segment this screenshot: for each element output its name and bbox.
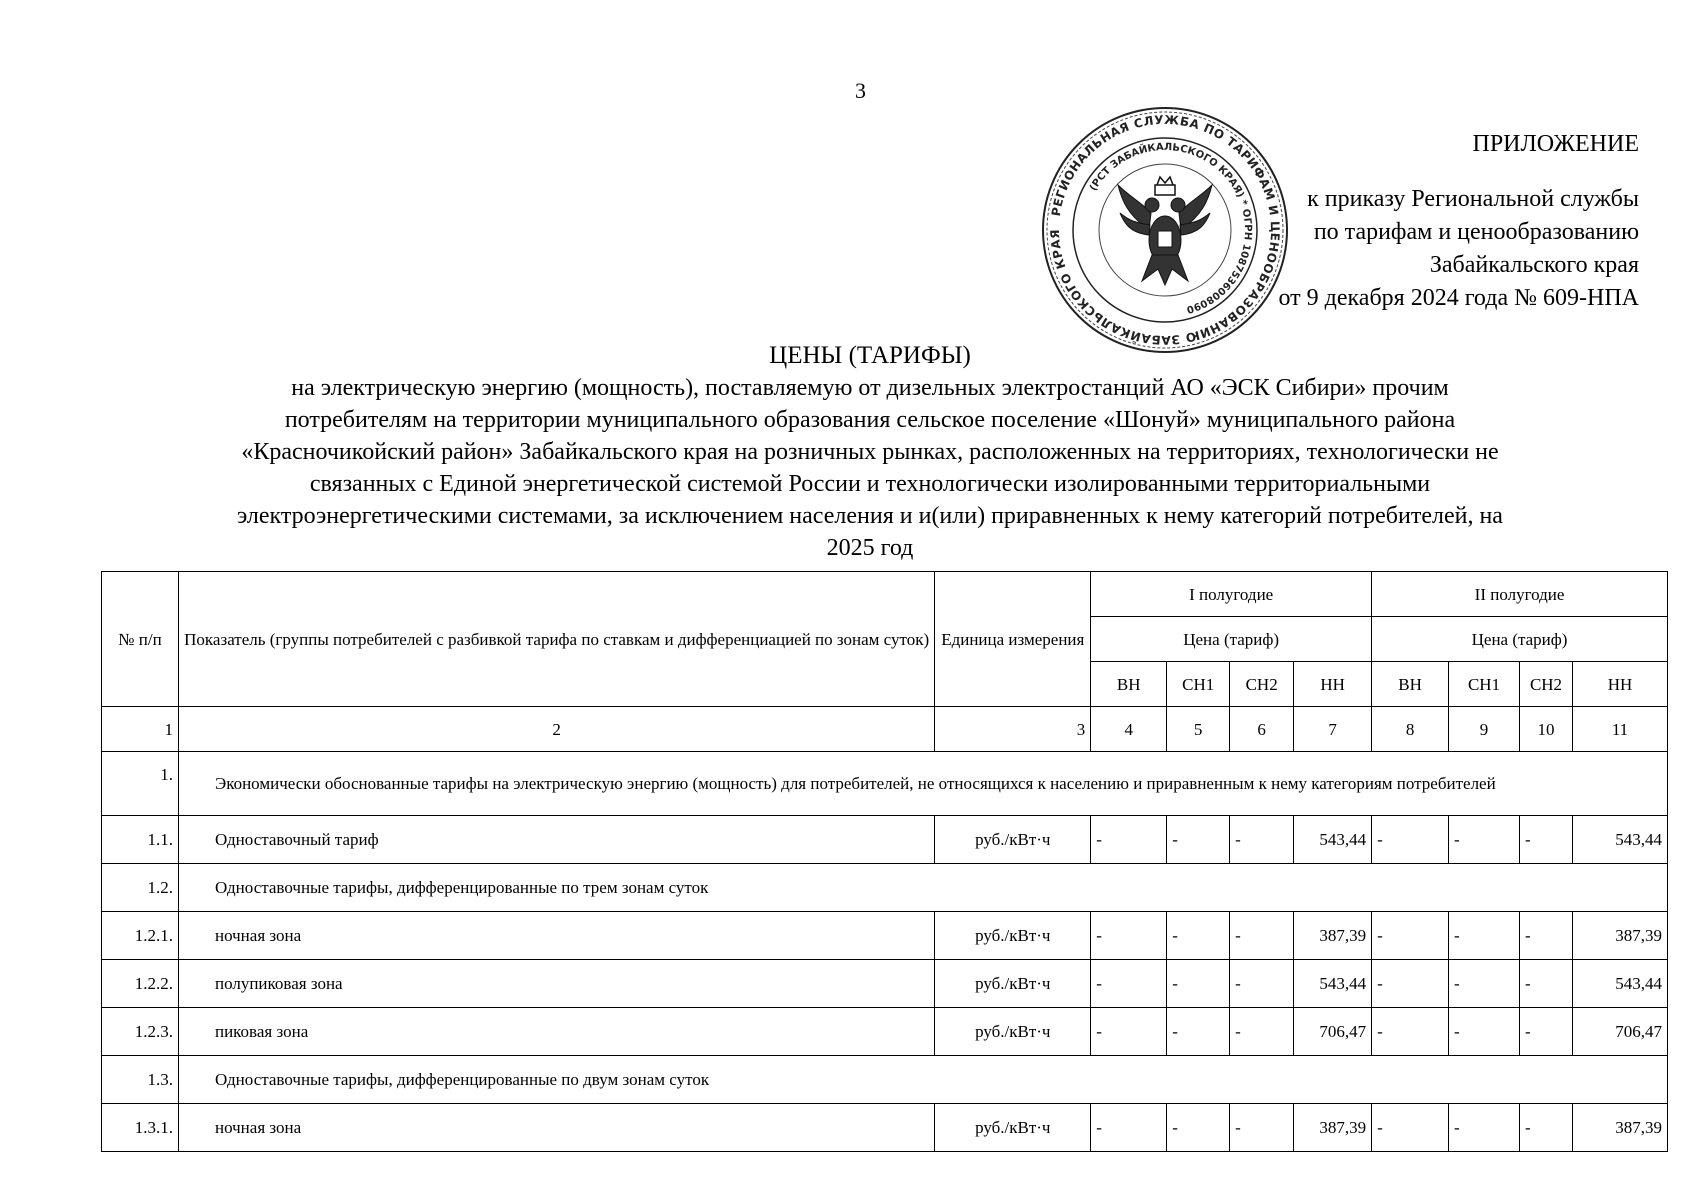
appendix-line: к приказу Региональной службы [1307, 186, 1639, 212]
table-section-row [102, 1056, 1668, 1104]
header-level: НН [1573, 662, 1668, 707]
title-line: электроэнергетическими системами, за исключением населения и и(или) приравненных к нему категорий потребителей, на [237, 503, 1503, 529]
title-heading: ЦЕНЫ (ТАРИФЫ) [769, 342, 971, 369]
col-number: 3 [935, 707, 1091, 752]
col-number: 2 [178, 707, 934, 752]
header-level: СН1 [1167, 662, 1230, 707]
price-cell: 543,44 [1294, 960, 1372, 1008]
column-number-row [102, 707, 1668, 752]
price-cell: - [1167, 1008, 1230, 1056]
header-price-1: Цена (тариф) [1091, 617, 1372, 662]
table-row [102, 816, 1668, 864]
price-cell: 706,47 [1294, 1008, 1372, 1056]
col-number: 1 [102, 707, 179, 752]
header-level: СН2 [1520, 662, 1573, 707]
header-price-2: Цена (тариф) [1372, 617, 1668, 662]
unit-cell: руб./кВт·ч [935, 912, 1091, 960]
document-title [70, 340, 1670, 564]
table-section-row [102, 864, 1668, 912]
row-number: 1.2. [102, 864, 179, 912]
tariff-table [101, 571, 1668, 1152]
page-number: 3 [855, 78, 866, 103]
col-number: 7 [1294, 707, 1372, 752]
table-body [102, 752, 1668, 1152]
price-cell: 543,44 [1294, 816, 1372, 864]
row-number: 1.2.2. [102, 960, 179, 1008]
row-number: 1.1. [102, 816, 179, 864]
price-cell: - [1167, 1104, 1230, 1152]
header-level: НН [1294, 662, 1372, 707]
indicator-name: ночная зона [178, 1104, 934, 1152]
unit-cell: руб./кВт·ч [935, 1008, 1091, 1056]
appendix-block [1278, 128, 1639, 315]
price-cell: - [1449, 960, 1520, 1008]
price-cell: - [1372, 816, 1449, 864]
price-cell: - [1520, 1008, 1573, 1056]
price-cell: - [1372, 1008, 1449, 1056]
appendix-line: по тарифам и ценообразованию [1313, 219, 1639, 245]
stamp-outer-text: РЕГИОНАЛЬНАЯ СЛУЖБА ПО ТАРИФАМ И ЦЕНООБРАЗОВАНИЮ ЗАБАЙКАЛЬСКОГО КРАЯ [1047, 112, 1283, 348]
price-cell: - [1449, 816, 1520, 864]
header-unit: Единица измерения [935, 572, 1091, 707]
price-cell: 387,39 [1573, 1104, 1668, 1152]
col-number: 10 [1520, 707, 1573, 752]
header-level: ВН [1372, 662, 1449, 707]
unit-cell: руб./кВт·ч [935, 1104, 1091, 1152]
col-number: 4 [1091, 707, 1167, 752]
title-line: «Красночикойский район» Забайкальского края на розничных рынках, расположенных на территориях, технологически не [241, 439, 1499, 465]
price-cell: - [1520, 1104, 1573, 1152]
price-cell: - [1372, 912, 1449, 960]
price-cell: - [1091, 960, 1167, 1008]
price-cell: - [1520, 960, 1573, 1008]
unit-cell: руб./кВт·ч [935, 816, 1091, 864]
header-num: № п/п [102, 572, 179, 707]
price-cell: - [1167, 960, 1230, 1008]
price-cell: - [1091, 1104, 1167, 1152]
indicator-name: Одноставочный тариф [178, 816, 934, 864]
price-cell: - [1520, 816, 1573, 864]
price-cell: 543,44 [1573, 960, 1668, 1008]
appendix-heading: ПРИЛОЖЕНИЕ [1472, 131, 1639, 157]
price-cell: - [1167, 912, 1230, 960]
header-half-2: II полугодие [1372, 572, 1668, 617]
table-row [102, 912, 1668, 960]
col-number: 11 [1573, 707, 1668, 752]
col-number: 8 [1372, 707, 1449, 752]
table-row [102, 1008, 1668, 1056]
unit-cell: руб./кВт·ч [935, 960, 1091, 1008]
price-cell: 387,39 [1294, 912, 1372, 960]
appendix-line: от 9 декабря 2024 года № 609-НПА [1278, 285, 1639, 311]
price-cell: - [1230, 816, 1294, 864]
table-section-row [102, 752, 1668, 816]
price-cell: 706,47 [1573, 1008, 1668, 1056]
price-cell: 387,39 [1294, 1104, 1372, 1152]
price-cell: - [1372, 1104, 1449, 1152]
price-cell: - [1230, 912, 1294, 960]
stamp-inner-text: (РСТ ЗАБАЙКАЛЬСКОГО КРАЯ) * ОГРН 1087536008090 [1087, 141, 1254, 315]
price-cell: - [1091, 816, 1167, 864]
col-number: 5 [1167, 707, 1230, 752]
row-number: 1.3.1. [102, 1104, 179, 1152]
price-cell: - [1091, 1008, 1167, 1056]
header-level: СН1 [1449, 662, 1520, 707]
appendix-line: Забайкальского края [1429, 252, 1639, 278]
row-number: 1.2.3. [102, 1008, 179, 1056]
price-cell: - [1449, 1104, 1520, 1152]
table-header [102, 572, 1668, 752]
table-row [102, 1104, 1668, 1152]
price-cell: - [1230, 1008, 1294, 1056]
price-cell: - [1230, 960, 1294, 1008]
col-number: 9 [1449, 707, 1520, 752]
header-half-1: I полугодие [1091, 572, 1372, 617]
header-level: ВН [1091, 662, 1167, 707]
price-cell: - [1449, 1008, 1520, 1056]
header-indicator: Показатель (группы потребителей с разбивкой тарифа по ставкам и дифференциацией по зонам суток) [178, 572, 934, 707]
price-cell: - [1167, 816, 1230, 864]
price-cell: - [1520, 912, 1573, 960]
price-cell: - [1372, 960, 1449, 1008]
price-cell: 543,44 [1573, 816, 1668, 864]
price-cell: 387,39 [1573, 912, 1668, 960]
price-cell: - [1449, 912, 1520, 960]
price-cell: - [1091, 912, 1167, 960]
table-row [102, 960, 1668, 1008]
indicator-name: ночная зона [178, 912, 934, 960]
indicator-name: пиковая зона [178, 1008, 934, 1056]
indicator-name: полупиковая зона [178, 960, 934, 1008]
title-line: потребителям на территории муниципального образования сельское поселение «Шонуй» муниципального района [284, 407, 1456, 433]
row-number: 1.2.1. [102, 912, 179, 960]
header-level: СН2 [1230, 662, 1294, 707]
col-number: 6 [1230, 707, 1294, 752]
price-cell: - [1230, 1104, 1294, 1152]
title-line: 2025 год [826, 535, 914, 561]
section-title: Одноставочные тарифы, дифференцированные по трем зонам суток [178, 864, 1667, 912]
title-line: связанных с Единой энергетической системой России и технологически изолированными территориальными [309, 471, 1431, 497]
title-line: на электрическую энергию (мощность), поставляемую от дизельных электростанций АО «ЭСК Сибири» прочим [291, 375, 1449, 401]
row-number: 1. [102, 752, 179, 816]
section-title: Одноставочные тарифы, дифференцированные по двум зонам суток [178, 1056, 1667, 1104]
row-number: 1.3. [102, 1056, 179, 1104]
section-title: Экономически обоснованные тарифы на электрическую энергию (мощность) для потребителей, не относящихся к населению и приравненным к нему категориям потребителей [178, 752, 1667, 816]
official-seal-stamp [1040, 105, 1290, 355]
